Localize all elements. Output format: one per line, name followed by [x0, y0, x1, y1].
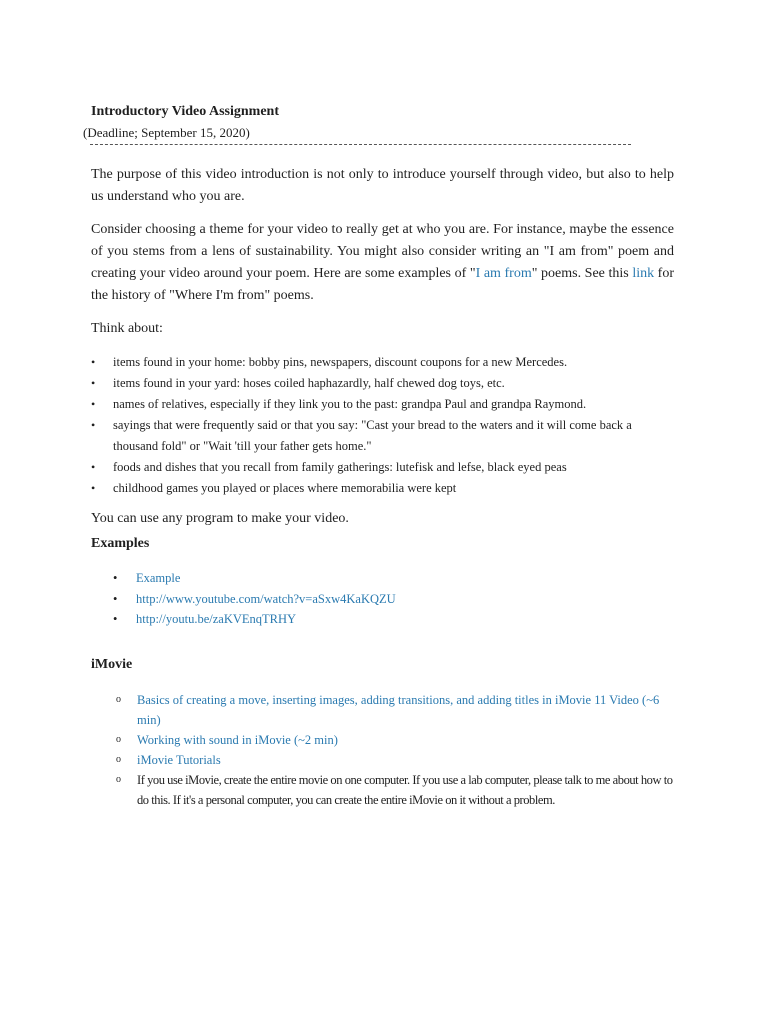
list-item — [116, 690, 676, 730]
program-note: You can use any program to make your video. — [91, 511, 349, 526]
examples-heading: Examples — [91, 536, 150, 551]
page-title: Introductory Video Assignment — [91, 104, 279, 119]
deadline-text: (Deadline; September 15, 2020) — [83, 125, 250, 140]
list-item — [116, 750, 676, 770]
list-item: • foods and dishes that you recall from family gatherings: lutefisk and lefse, black eyed peas — [91, 457, 674, 478]
intro-paragraph: The purpose of this video introduction is not only to introduce yourself through video, but also to help us understand who you are. — [91, 167, 674, 204]
list-item: • sayings that were frequently said or that you say: "Cast your bread to the waters and it will come back a thousand fold" or "Wait 'till your father gets home." — [91, 415, 674, 456]
imovie-tutorials-link[interactable]: iMovie Tutorials — [137, 753, 221, 767]
think-about-list — [91, 352, 674, 499]
theme-text-2: " poems. See this — [531, 266, 633, 281]
history-link[interactable]: link — [632, 266, 655, 281]
theme-text-1: Consider choosing a theme for your video to really get at who you are. For instance, maybe the essence of you stems from a lens of sustainability. You might also consider writing an "I am from" poem and creating your video around your poem. Here are some examples of " — [91, 222, 674, 281]
list-item — [113, 568, 396, 589]
list-item — [113, 609, 396, 630]
list-item: • items found in your home: bobby pins, newspapers, discount coupons for a new Mercedes. — [91, 352, 674, 373]
list-item: • childhood games you played or places where memorabilia were kept — [91, 478, 674, 499]
youtu-be-link[interactable]: http://youtu.be/zaKVEnqTRHY — [136, 612, 297, 626]
list-item: • items found in your yard: hoses coiled haphazardly, half chewed dog toys, etc. — [91, 373, 674, 394]
youtube-link[interactable]: http://www.youtube.com/watch?v=aSxw4KaKQZU — [136, 591, 396, 606]
example-link[interactable]: Example — [136, 571, 181, 585]
imovie-list — [116, 690, 676, 810]
theme-text-3: for the history of "Where I'm from" poems. — [91, 266, 675, 303]
imovie-basics-link[interactable]: Basics of creating a move, inserting images, adding transitions, and adding titles in iMovie 11 Video (~6 min) — [137, 693, 660, 727]
theme-paragraph — [91, 219, 674, 307]
i-am-from-link[interactable]: I am from — [475, 266, 532, 281]
divider — [90, 144, 631, 145]
list-item: • names of relatives, especially if they link you to the past: grandpa Paul and grandpa Raymond. — [91, 394, 674, 415]
think-about-label: Think about: — [91, 321, 163, 336]
list-item — [113, 589, 396, 610]
examples-list — [113, 568, 396, 630]
imovie-heading: iMovie — [91, 657, 133, 672]
list-item — [116, 730, 676, 750]
imovie-sound-link[interactable]: Working with sound in iMovie (~2 min) — [137, 733, 338, 747]
list-item: o If you use iMovie, create the entire movie on one computer. If you use a lab computer, please talk to me about how to do this. If it's a personal computer, you can create the entire iMovie on it without a problem. — [116, 770, 676, 810]
